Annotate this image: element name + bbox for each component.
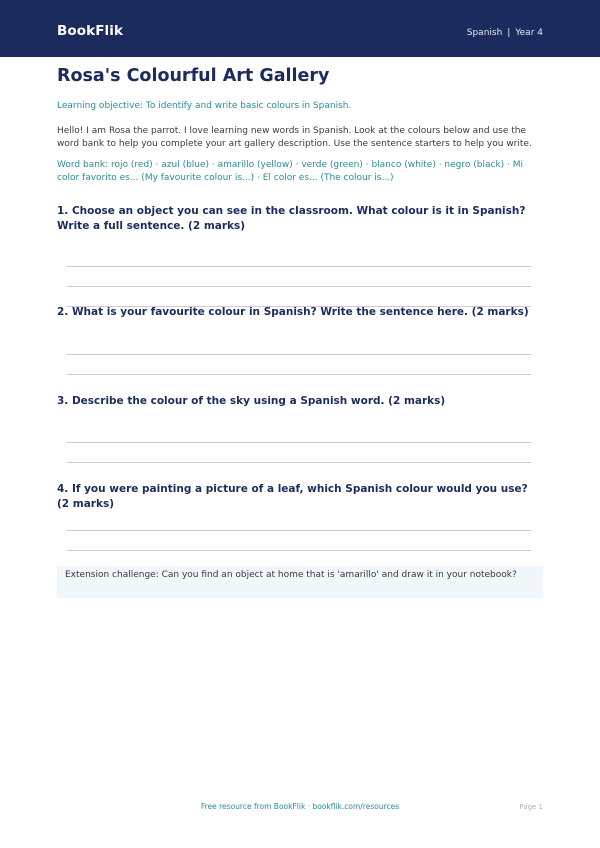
- page-number: Page 1: [519, 803, 543, 811]
- answer-line[interactable]: [67, 442, 531, 443]
- header-meta: [467, 28, 543, 38]
- word-bank: Word bank: rojo (red) · azul (blue) · amarillo (yellow) · verde (green) · blanco (white) · negro (black) · Mi color favorito es... (My favourite colour is...) · El color es... (The colour is...): [57, 160, 524, 183]
- answer-line[interactable]: [67, 286, 531, 287]
- extension-text: Extension challenge: Can you find an object at home that is 'amarillo' and draw it in your notebook?: [65, 570, 517, 580]
- answer-line[interactable]: [67, 550, 531, 551]
- answer-line[interactable]: [67, 462, 531, 463]
- question-2: 2. What is your favourite colour in Spanish? Write the sentence here. (2 marks): [57, 306, 529, 318]
- year-label: Year 4: [515, 28, 543, 38]
- answer-line[interactable]: [67, 374, 531, 375]
- page-title: Rosa's Colourful Art Gallery: [57, 66, 330, 86]
- answer-line[interactable]: [67, 530, 531, 531]
- intro-paragraph: Hello! I am Rosa the parrot. I love learning new words in Spanish. Look at the colours below and use the word bank to help you complete your art gallery description. Use the sentence starters to help you write.: [57, 126, 532, 149]
- question-4: 4. If you were painting a picture of a leaf, which Spanish colour would you use? (2 marks): [57, 483, 528, 510]
- answer-line[interactable]: [67, 266, 531, 267]
- learning-objective: Learning objective: To identify and write basic colours in Spanish.: [57, 101, 352, 111]
- extension-callout: [57, 566, 543, 598]
- question-3: 3. Describe the colour of the sky using a Spanish word. (2 marks): [57, 395, 446, 407]
- footer-text[interactable]: Free resource from BookFlik · bookflik.com/resources: [200, 802, 400, 811]
- answer-line[interactable]: [67, 354, 531, 355]
- page-header: [0, 0, 600, 57]
- question-1: 1. Choose an object you can see in the classroom. What colour is it in Spanish? Write a full sentence. (2 marks): [57, 205, 526, 232]
- subject-label: Spanish: [466, 28, 503, 38]
- meta-separator: |: [507, 28, 511, 38]
- brand-logo: BookFlik: [57, 23, 124, 39]
